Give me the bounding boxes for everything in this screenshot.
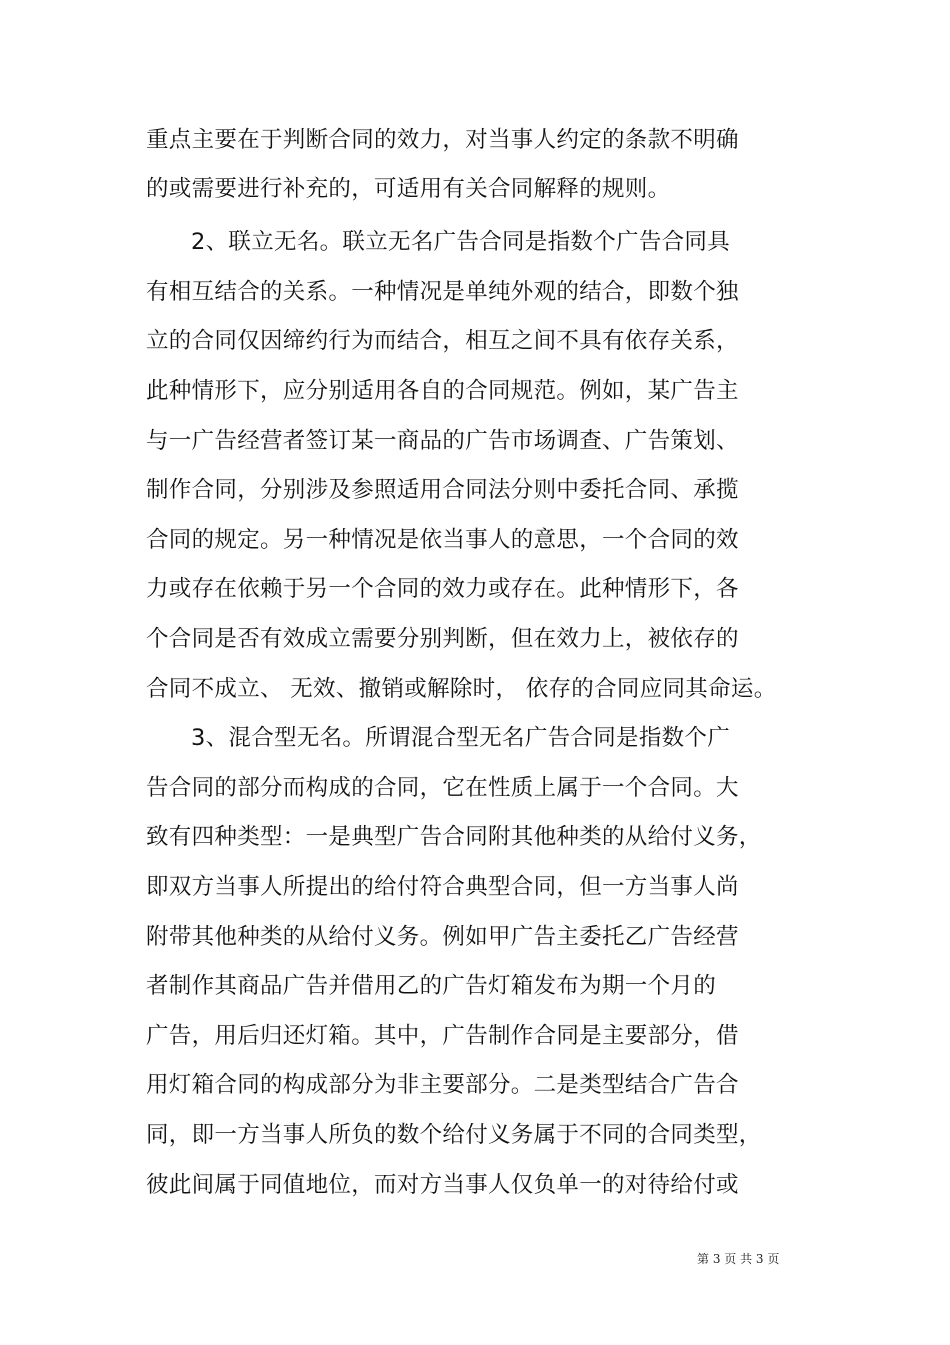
text-line-1: 重点主要在于判断合同的效力，对当事人约定的条款不明确: [146, 127, 739, 153]
text-line-15: 致有四种类型：一是典型广告合同附其他种类的从给付义务，: [146, 824, 762, 850]
page-number-footer: 第 3 页 共 3 页: [697, 1252, 780, 1266]
text-line-7: 与一广告经营者签订某一商品的广告市场调查、广告策划、: [146, 428, 739, 454]
text-line-20: 用灯箱合同的构成部分为非主要部分。二是类型结合广告合: [146, 1072, 739, 1098]
text-line-2: 的或需要进行补充的，可适用有关合同解释的规则。: [146, 176, 671, 202]
paragraph-3-first-line: 3、混合型无名。所谓混合型无名广告合同是指数个广: [191, 725, 731, 751]
text-line-17: 附带其他种类的从给付义务。例如甲广告主委托乙广告经营: [146, 924, 739, 950]
paragraph-2-first-line: 2、联立无名。联立无名广告合同是指数个广告合同具: [191, 229, 731, 255]
text-line-5: 立的合同仅因缔约行为而结合，相互之间不具有依存关系，: [146, 328, 739, 354]
text-line-22: 彼此间属于同值地位，而对方当事人仅负单一的对待给付或: [146, 1172, 739, 1198]
text-line-18: 者制作其商品广告并借用乙的广告灯箱发布为期一个月的: [146, 973, 717, 999]
text-line-11: 个合同是否有效成立需要分别判断，但在效力上，被依存的: [146, 626, 739, 652]
text-line-10: 力或存在依赖于另一个合同的效力或存在。此种情形下，各: [146, 576, 739, 602]
text-line-16: 即双方当事人所提出的给付符合典型合同，但一方当事人尚: [146, 874, 739, 900]
text-line-19: 广告，用后归还灯箱。其中，广告制作合同是主要部分，借: [146, 1023, 739, 1049]
text-line-8: 制作合同，分别涉及参照适用合同法分则中委托合同、承揽: [146, 477, 739, 503]
text-line-12: 合同不成立、 无效、撤销或解除时， 依存的合同应同其命运。: [146, 676, 777, 702]
text-line-9: 合同的规定。另一种情况是依当事人的意思，一个合同的效: [146, 527, 739, 553]
text-line-14: 告合同的部分而构成的合同，它在性质上属于一个合同。大: [146, 775, 739, 801]
text-line-4: 有相互结合的关系。一种情况是单纯外观的结合，即数个独: [146, 279, 739, 305]
text-line-6: 此种情形下，应分别适用各自的合同规范。例如，某广告主: [146, 378, 739, 404]
text-line-21: 同，即一方当事人所负的数个给付义务属于不同的合同类型，: [146, 1122, 762, 1148]
